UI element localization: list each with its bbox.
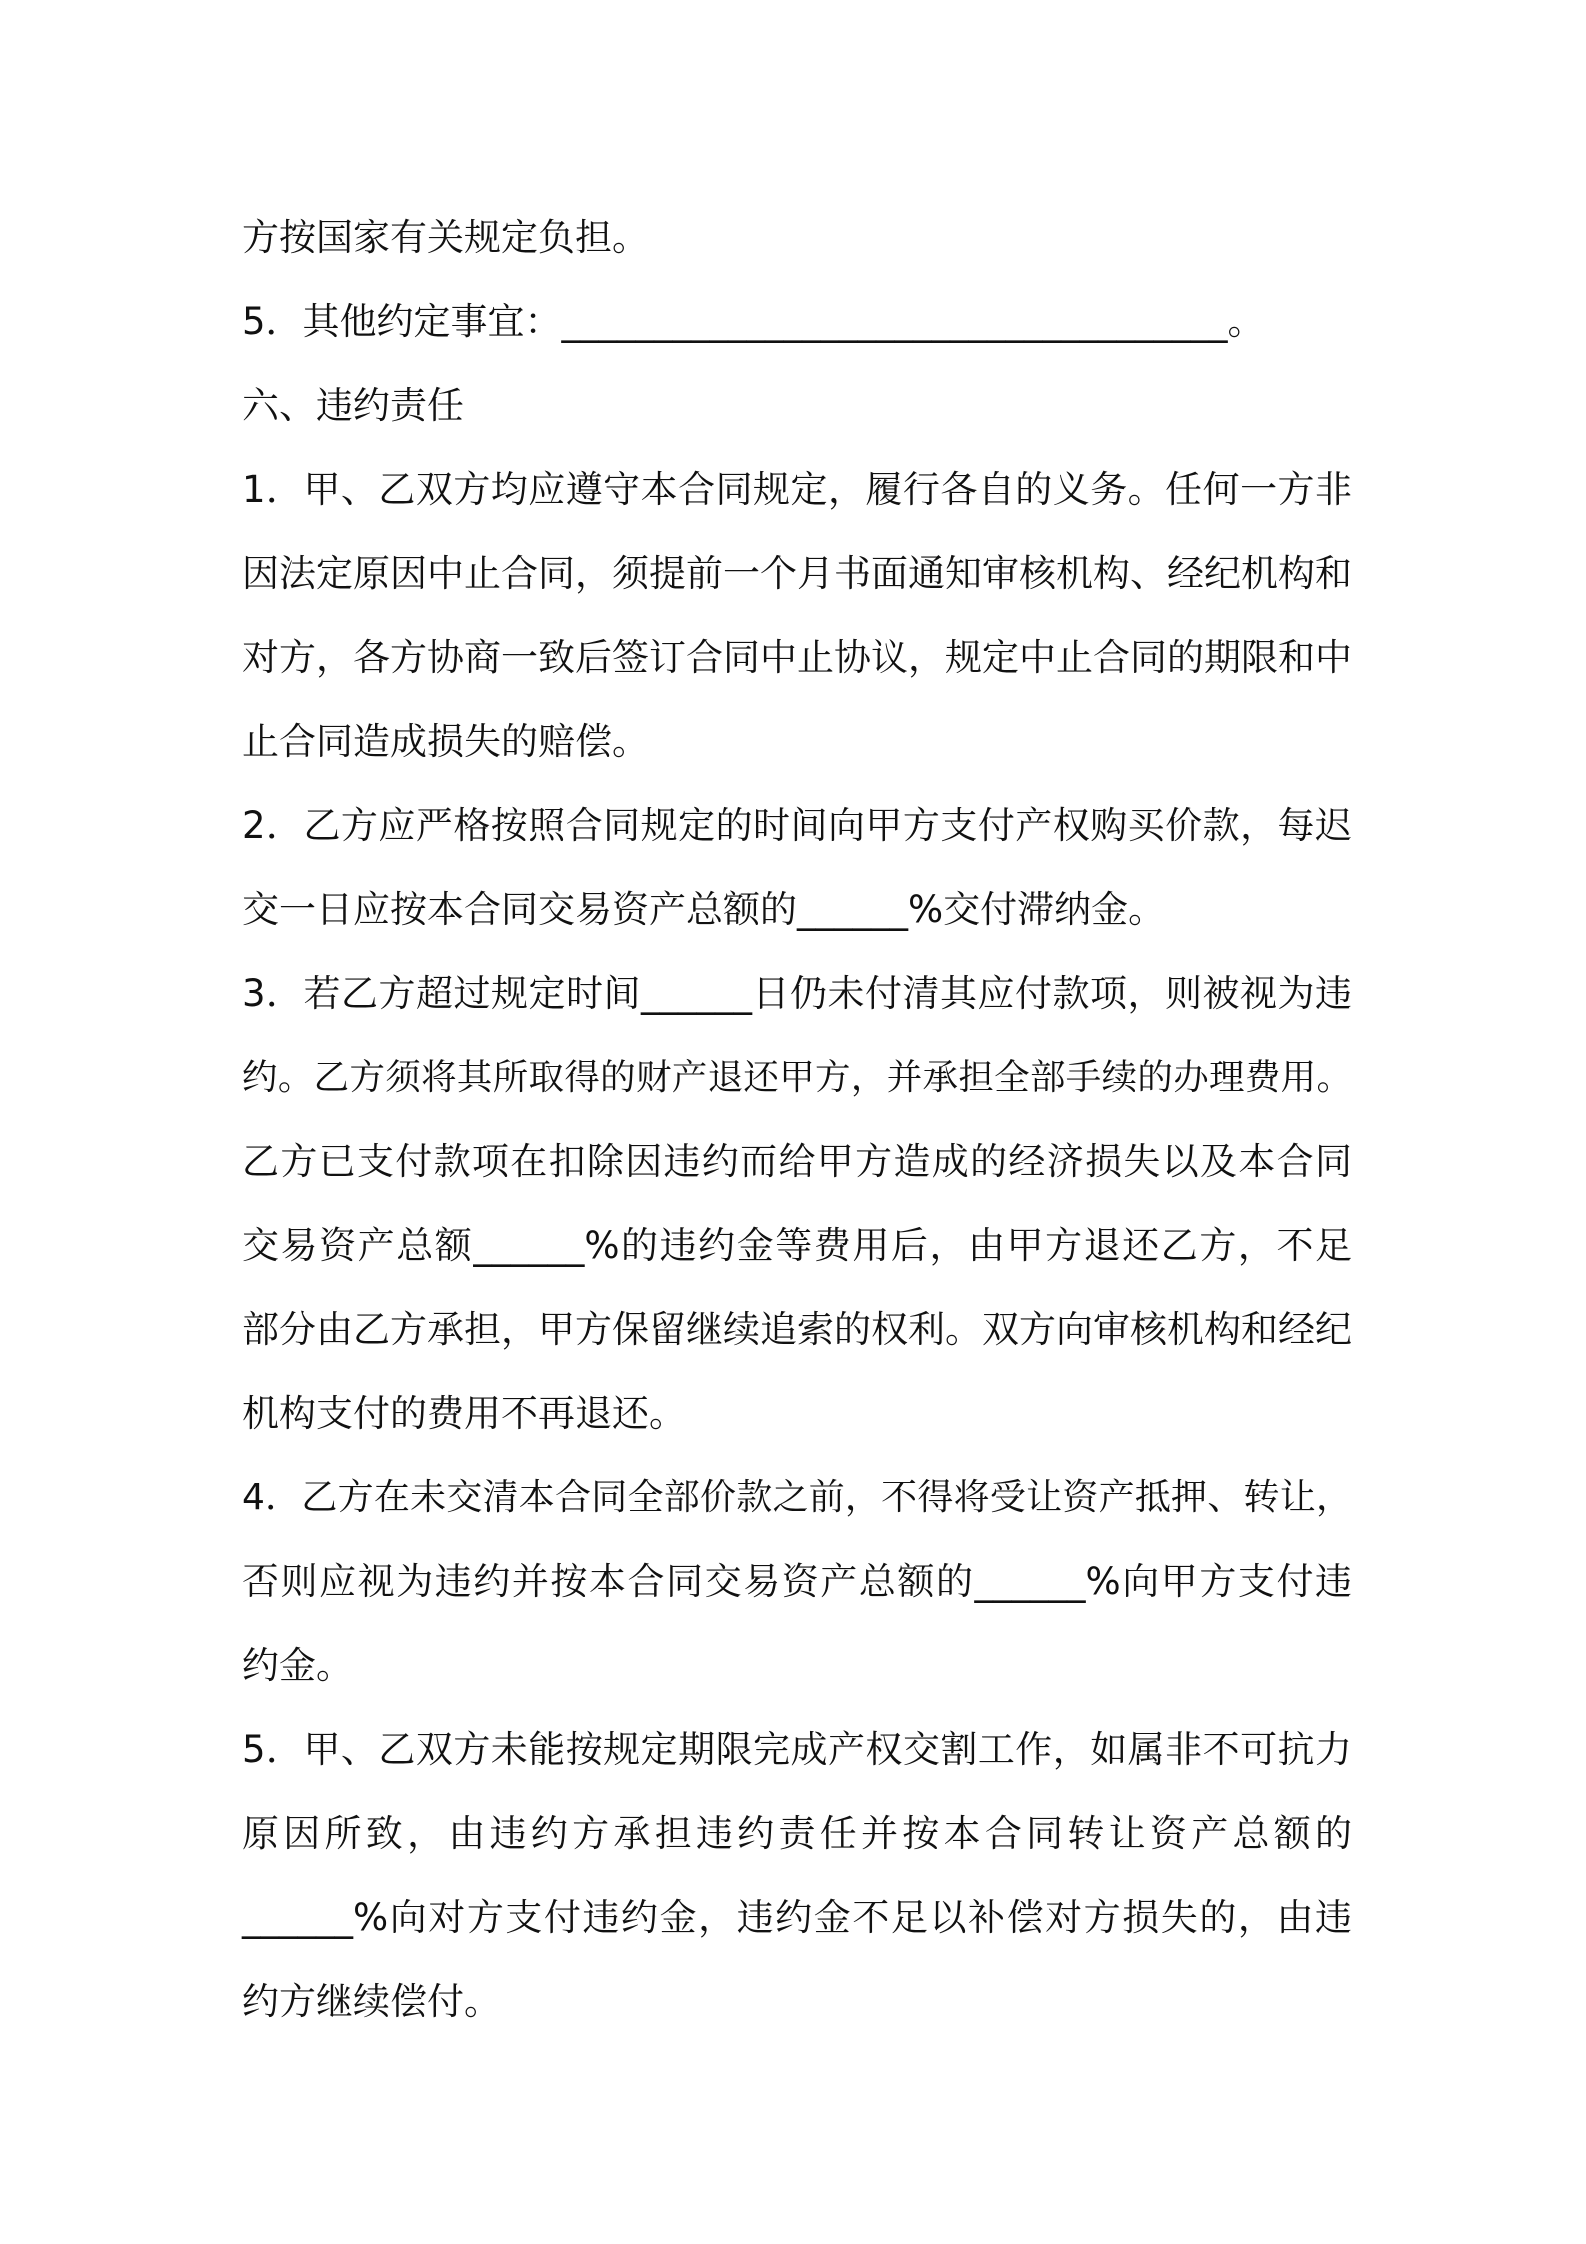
text-line: 因法定原因中止合同，须提前一个月书面通知审核机构、经纪机构和 xyxy=(242,552,1352,595)
text-line: 乙方已支付款项在扣除因违约而给甲方造成的经济损失以及本合同 xyxy=(242,1140,1352,1183)
text-line: 交易资产总额______%的违约金等费用后，由甲方退还乙方，不足 xyxy=(242,1224,1352,1267)
text-line: 交一日应按本合同交易资产总额的______%交付滞纳金。 xyxy=(242,888,1166,931)
text-line: 5．甲、乙双方未能按规定期限完成产权交割工作，如属非不可抗力 xyxy=(242,1728,1352,1771)
text-line: ______%向对方支付违约金，违约金不足以补偿对方损失的，由违 xyxy=(242,1896,1352,1939)
text-line: 否则应视为违约并按本合同交易资产总额的______%向甲方支付违 xyxy=(242,1560,1352,1603)
text-line: 3．若乙方超过规定时间______日仍未付清其应付款项，则被视为违 xyxy=(242,972,1352,1015)
text-line: 4．乙方在未交清本合同全部价款之前，不得将受让资产抵押、转让， xyxy=(242,1477,1352,1518)
text-line: 2．乙方应严格按照合同规定的时间向甲方支付产权购买价款，每迟 xyxy=(242,804,1352,847)
text-line: 约方继续偿付。 xyxy=(242,1980,501,2023)
text-line: 约金。 xyxy=(242,1644,353,1687)
text-line: 部分由乙方承担，甲方保留继续追索的权利。双方向审核机构和经纪 xyxy=(242,1308,1352,1351)
text-line: 机构支付的费用不再退还。 xyxy=(242,1392,686,1435)
text-line: 止合同造成损失的赔偿。 xyxy=(242,720,649,763)
text-line: 约。乙方须将其所取得的财产退还甲方，并承担全部手续的办理费用。 xyxy=(242,1057,1352,1098)
section-heading: 六、违约责任 xyxy=(242,384,464,427)
document-body xyxy=(242,196,1352,2044)
text-line: 方按国家有关规定负担。 xyxy=(242,216,649,259)
text-line: 5．其他约定事宜：____________________________________。 xyxy=(242,300,1265,343)
text-line: 1．甲、乙双方均应遵守本合同规定，履行各自的义务。任何一方非 xyxy=(242,468,1352,511)
text-line: 原因所致，由违约方承担违约责任并按本合同转让资产总额的 xyxy=(242,1812,1352,1855)
text-line: 对方，各方协商一致后签订合同中止协议，规定中止合同的期限和中 xyxy=(242,636,1352,679)
